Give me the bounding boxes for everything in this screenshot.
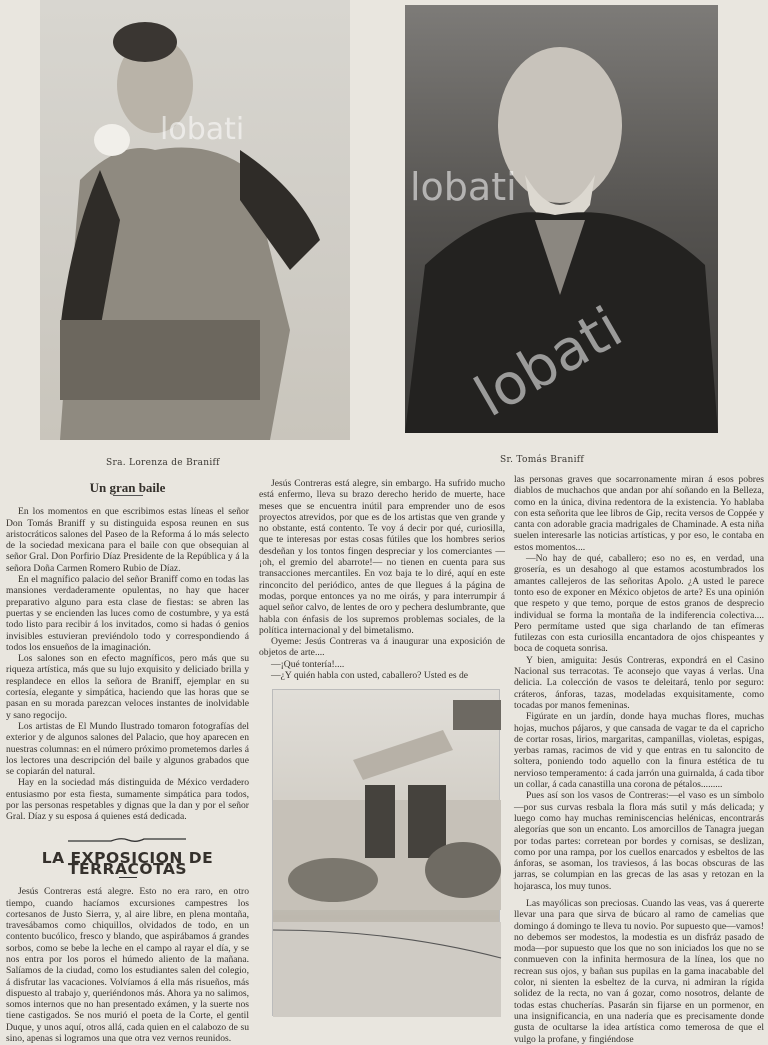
portrait-man-illustration [405, 5, 718, 433]
paragraph: Oyeme: Jesús Contreras va á inaugurar una exposición de objetos de arte.... [259, 636, 505, 659]
building-illustration [273, 690, 501, 1017]
middle-column-text [259, 478, 505, 681]
paragraph: Jesús Contreras está alegre, sin embargo. Ha sufrido mucho está enfermo, lleva su brazo derecho herido de muerte, hace meses que se encuentra inútil para emprender uno de esos proyectos atrevidos, por que es de los artistas que ven grande y no obstante, está contento. Te voy á decir por qué, curiosilla, que te interesas por estas cosas fútiles que los hombres serios desdeñan y los tontos fingen despreciar y los comerciantes —¡oh, el gremio del abarrote!— no tienen en cuenta para sus transacciones mercantiles. En voz baja te lo diré, aquí en este rinconcito del periódico, antes de que llegues á la página de modas, porque entonces ya no me oirás, y para interrumpir á aquel señor calvo, de lentes de oro y pechera deslumbrante, que habla con énfasis de los supremos problemas sociales, de la política internacional y del bimetalismo. [259, 478, 505, 636]
watermark: lobati [160, 112, 245, 147]
paragraph: Los salones son en efecto magníficos, pero más que su riqueza artística, más que su lujo exquisito y deliciado brilla y resplandece en ellos la señora de Braniff, ejemplar en su cortesía, elegante y simpática, haciendo que las horas que se pasan en su morada parezcan veloces instantes de inolvidable y sano regocijo. [6, 653, 249, 721]
portrait-lorenza-braniff [40, 0, 350, 440]
photo-palace-exterior [272, 689, 500, 1016]
article-column-middle [259, 478, 505, 1016]
paragraph: En el magnífico palacio del señor Braniff como en todas las mansiones verdaderamente opulentas, no hay que hacer preparativo alguno para esta clase de fiestas: se abren las puertas y se encienden las luces como de costumbre, y ya está todo listo para recibir á los invitados, como si hadas ó genios invisibles estuvieran previéndolo todo y correspondiendo á todos los ensueños de la imaginación. [6, 574, 249, 653]
paragraph: Pues así son los vasos de Contreras:—el vaso es un símbolo—por sus curvas resbala la flora más sutil y más delicada; y luego como hay muchas reminiscencias helénicas, encontrarás alegorías que son un encanto. Los amorcillos de Tanagra juegan por todas partes: corretean por bordes y cornisas, se deslizan, como por una rampa, por los cuellos enarcados y esbeltos de las ánforas, se asoman, los traviesos, á las bocas obscuras de las jarras, se columpian en las grecas de las asas y retozan en la hojarasca, los muy tunos. [514, 790, 764, 892]
portrait-woman-illustration [40, 0, 350, 440]
portrait-tomas-braniff [405, 5, 718, 433]
article-un-gran-baile [6, 482, 249, 1044]
watermark: lobati [410, 165, 517, 209]
paragraph: Y bien, amiguita: Jesús Contreras, expondrá en el Casino Nacional sus terracotas. Te aconsejo que vayas á verlas. Una delicia. La colección de vasos te deleitará, tenlo por seguro: cráteros, ánforas, tazas, modeladas exquisitamente, como tocadas por manos femeninas. [514, 654, 764, 711]
paragraph: —¡Qué tontería!.... [271, 658, 345, 670]
paragraph: Las mayólicas son preciosas. Cuando las veas, vas á quererte llevar una para que sirva de búcaro al ramo de camelias que domingo á domingo te lleva tu novio. Por supuesto que—vamos! no debemos ser modestos, la modestia es un disfráz pasado de moda—por supuesto que los que no son iniciados los que no se conmueven con la infinita hermosura de la línea, los que no recrean sus ojos, y bañan sus pupilas en la gama inacabable del color, ni sienten la esbeltez de la curva, ni admiran la rígida solidez de la recta, no van á gozar, como nosotros, delante de todas estas chucherías. Pasarán sin fijarse en un pormenor, en una insignificancia, en una nadería que es precisamente donde gusta de ocultarse la idea artística como temerosa de que el vulgo la profane, y fingiéndose [514, 897, 764, 1045]
ornamental-divider [6, 829, 249, 851]
caption-right: Sr. Tomás Braniff [500, 455, 585, 465]
paragraph: —No hay de qué, caballero; eso no es, en verdad, una grosería, es un desahogo al que estamos acostumbrados los amantes callejeros de las señoritas Apolo. ¿A usted le parece tonto eso de exponer en México objetos de arte? Es una opinión que respeto y que temo, porque de estos granos de desprecio individual se forma la montaña de la indiferencia colectiva.... Pero permítame usted que siga charlando de tan efímeras futilezas con esta curiosilla encantadora de ojos chispeantes y boca de coqueta sonrisa. [514, 553, 764, 655]
paragraph: Figúrate en un jardín, donde haya muchas flores, muchas hojas, muchos pájaros, y que cansada de vagar te da el capricho de cortar rosas, lirios, margaritas, campanillas, violetas, espigas, yerbas ramas, racimos de vid y que entras en tu saloncito de soltera, poniendo todo aquello con la finura estética de tu nervioso temperamento: á cada jarrón una guirnalda, á cada tibor un collar, á cada canastilla una corona de pétalos......... [514, 711, 764, 791]
paragraph: las personas graves que socarronamente miran á esos pobres diablos de muchachos que andan por ahí soñando en la Belleza, como en la única, divina redentora de la existencia. Yo hablaba con esta señorita que lee libros de Gip, recita versos de Coppée y canta con adorable gracia madrigales de Chaminade. A esta niña suelen interesarle las noticias artísticas, y por eso, le contaba en estos momentos.... [514, 474, 764, 553]
title-rule [113, 495, 143, 496]
article-column-right [514, 474, 764, 1045]
article-title: Un gran baile [89, 480, 166, 495]
paragraph: Hay en la sociedad más distinguida de México verdadero entusiasmo por esta fiesta, sumamente simpática para todos, por las personas respetables y dignas que la dan y por el señor Gral. Díaz y su esposa á quienes está dedicada. [6, 777, 249, 823]
caption-left: Sra. Lorenza de Braniff [106, 458, 220, 468]
paragraph: En los momentos en que escribimos estas líneas el señor Don Tomás Braniff y su distinguida esposa reunen en sus aristocráticos salones del Paseo de la Reforma á lo más selecto de la sociedad mexicana para el baile con que obsequian al señor Gral. Don Porfirio Díaz Presidente de la República y á la señora Doña Carmen Romero Rubio de Díaz. [6, 506, 249, 574]
watermark: lobati [464, 295, 633, 430]
paragraph: —¿Y quién habla con usted, caballero? Usted es de [271, 670, 469, 682]
article-title: LA EXPOSICION DE TERRACOTAS [41, 848, 214, 878]
paragraph: Los artistas de El Mundo Ilustrado tomaron fotografías del exterior y de algunos salones del Palacio, que hoy aparecen en nuestras columnas: en el número próximo prometemos darles á los lectores una descripción del baile y algunos grabados que se copiarán del natural. [6, 720, 249, 778]
paragraph: Jesús Contreras está alegre. Esto no era raro, en otro tiempo, cuando hacíamos excursiones campestres los cortesanos de Justo Sierra, y, al aire libre, en plena montaña, travesábamos como chiquillos, olvidados de todo, en un contento bucólico, fresco y blando, que aspirábamos á grandes sorbos, como se bebe la leche en el campo al rayar el día, y se nos entra por los poros el húmedo aliento de la mañana. Salíamos de la ciudad, como los estudiantes salen del colegio, á disfrutar las vacaciones. Volvíamos á ella más risueños, más dispuesto al trabajo y, queriéndonos más. Ahora ya no salimos, somos internos que no han presentado exámen, y la suerte nos tiene castigados. Se nos murió el poeta de la Corte, el gentil Duque, y unos aquí, otros allá, cada quien en el calabozo de su sino, apenas si logramos una que otra vez vernos reunidos. [6, 886, 249, 1045]
